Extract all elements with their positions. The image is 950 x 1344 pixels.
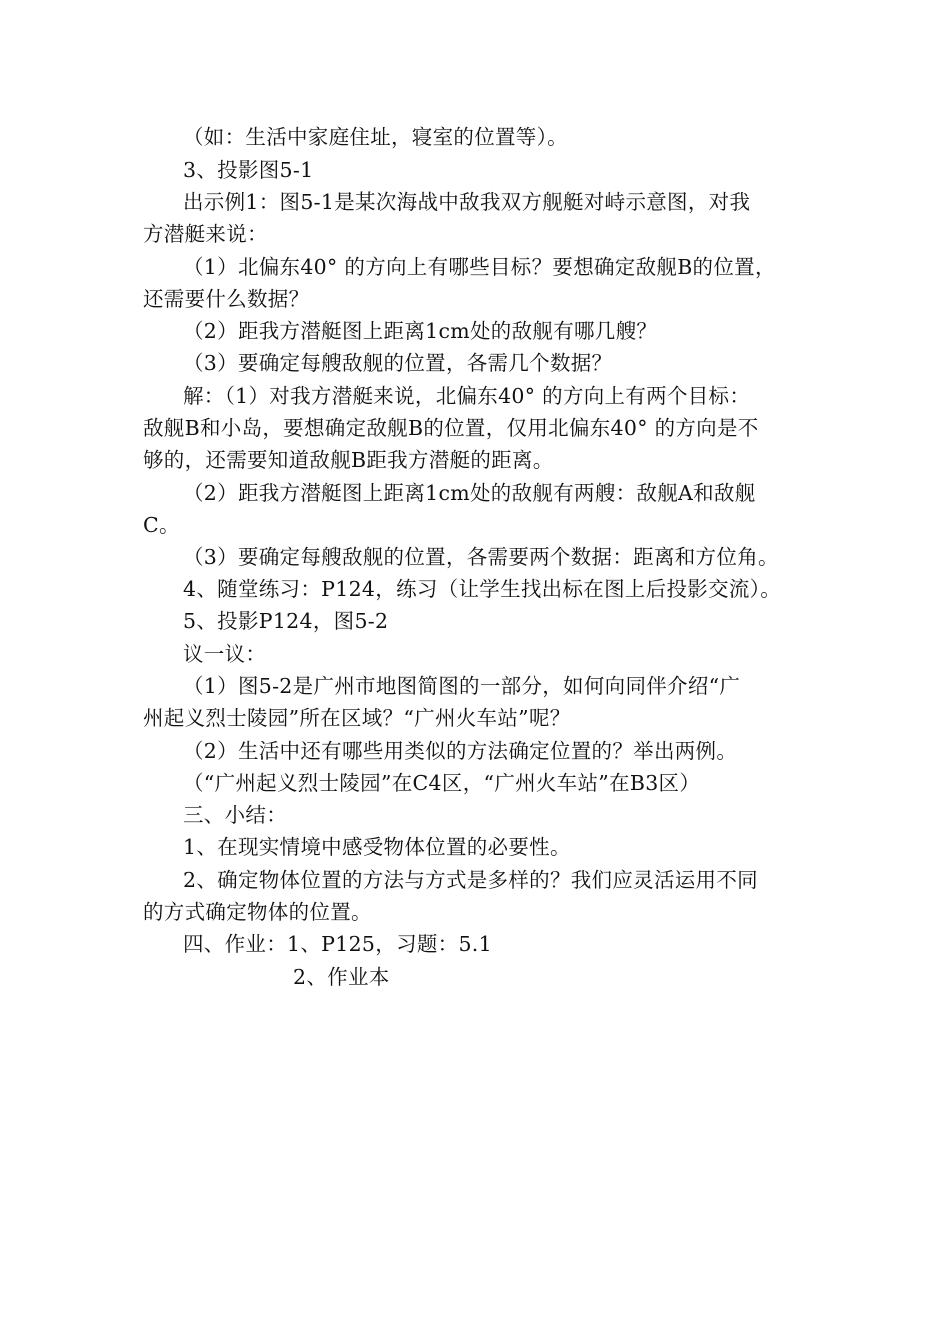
text-line-12: （2）距我方潜艇图上距离1cm处的敌舰有两艘：敌舰A和敌舰 [183,481,756,505]
text-line-15: 4、随堂练习：P124，练习（让学生找出标在图上后投影交流）。 [183,577,782,601]
text-line-11: 够的，还需要知道敌舰B距我方潜艇的距离。 [143,448,554,472]
text-line-8: （3）要确定每艘敌舰的位置，各需几个数据？ [183,351,613,375]
text-line-13: C。 [143,513,180,537]
text-line-19: 州起义烈士陵园”所在区域？“广州火车站”呢？ [143,706,571,730]
text-line-16: 5、投影P124，图5-2 [183,609,389,633]
text-line-6: 还需要什么数据？ [143,287,310,311]
text-line-23: 1、在现实情境中感受物体位置的必要性。 [183,835,571,859]
text-line-5: （1）北偏东40° 的方向上有哪些目标？要想确定敌舰B的位置， [183,255,776,279]
text-line-24: 2、确定物体位置的方法与方式是多样的？我们应灵活运用不同 [183,868,758,892]
text-line-18: （1）图5-2是广州市地图简图的一部分，如何向同伴介绍“广 [183,674,741,698]
text-line-25: 的方式确定物体的位置。 [143,900,372,924]
text-line-1: （如：生活中家庭住址，寝室的位置等）。 [183,125,568,149]
text-line-4: 方潜艇来说： [143,222,268,246]
text-line-26: 四、作业：1、P125，习题：5.1 [183,932,492,956]
text-line-27: 2、作业本 [293,965,390,989]
text-line-14: （3）要确定每艘敌舰的位置，各需要两个数据：距离和方位角。 [183,545,779,569]
text-line-9: 解：（1）对我方潜艇来说，北偏东40° 的方向上有两个目标： [183,384,751,408]
text-line-17: 议一议： [183,642,267,666]
text-line-3: 出示例1：图5-1是某次海战中敌我双方舰艇对峙示意图，对我 [183,190,751,214]
text-line-20: （2）生活中还有哪些用类似的方法确定位置的？举出两例。 [183,739,738,763]
text-line-2: 3、投影图5-1 [183,158,314,182]
text-line-7: （2）距我方潜艇图上距离1cm处的敌舰有哪几艘？ [183,319,658,343]
text-line-10: 敌舰B和小岛，要想确定敌舰B的位置，仅用北偏东40° 的方向是不 [143,416,759,440]
text-line-21: （“广州起义烈士陵园”在C4区，“广州火车站”在B3区） [183,771,701,795]
text-line-22: 三、小结： [183,803,287,827]
